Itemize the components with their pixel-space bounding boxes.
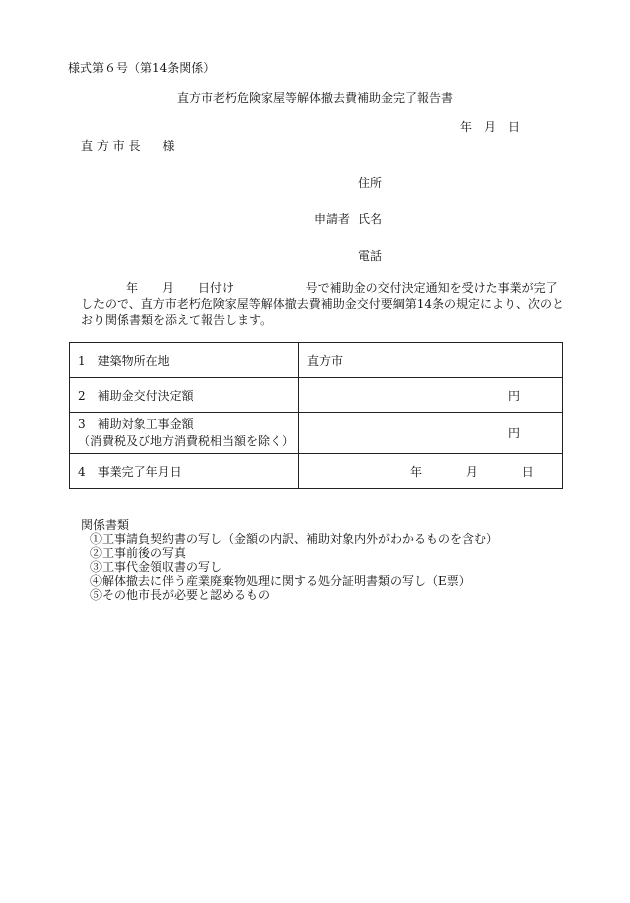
document-title: 直方市老朽危険家屋等解体撤去費補助金完了報告書	[176, 91, 453, 105]
subsidy-decision-amount-value[interactable]	[299, 378, 563, 413]
list-item: ④解体撤去に伴う産業廃棄物処理に関する処分証明書類の写し（E票）	[90, 574, 471, 588]
day-unit: 日	[521, 464, 534, 479]
body-main-text: 号で補助金の交付決定通知を受けた事業が完了したので、直方市老朽危険家屋等解体撤去費補助金交付要綱第14条の規定により、次のとおり関係書類を添えて報告します。	[81, 281, 565, 327]
completion-date-label: 4 事業完了年月日	[70, 454, 299, 489]
addressee-honorific: 様	[162, 139, 175, 153]
addressee	[81, 137, 174, 154]
submission-date: 年 月 日	[460, 120, 521, 134]
subsidy-decision-amount-label: 2 補助金交付決定額	[70, 378, 299, 413]
related-documents-title: 関係書類	[81, 518, 130, 532]
yen-unit: 円	[507, 388, 520, 403]
year-unit: 年	[410, 464, 423, 479]
table-row	[70, 454, 563, 489]
yen-unit: 円	[507, 425, 520, 440]
body-date-part: 年 月 日付け	[126, 281, 235, 295]
completion-date-value[interactable]	[299, 454, 563, 489]
building-location-value[interactable]: 直方市	[299, 343, 563, 378]
related-documents-list	[90, 532, 498, 602]
name-label: 氏名	[358, 212, 383, 226]
table-row	[70, 343, 563, 378]
eligible-work-amount-label	[70, 413, 299, 454]
report-items-table	[69, 342, 563, 489]
addressee-name: 直 方 市 長	[81, 139, 141, 153]
list-item: ②工事前後の写真	[90, 546, 187, 560]
eligible-work-amount-label-line1: 3 補助対象工事金額	[78, 417, 194, 431]
phone-label: 電話	[358, 249, 383, 263]
applicant-block	[314, 210, 382, 227]
eligible-work-amount-value[interactable]	[299, 413, 563, 454]
address-label: 住所	[358, 176, 383, 190]
list-item: ③工事代金領収書の写し	[90, 560, 223, 574]
form-number: 様式第６号（第14条関係）	[68, 61, 216, 75]
eligible-work-amount-label-line2: （消費税及び地方消費税相当額を除く）	[78, 434, 295, 448]
list-item: ⑤その他市長が必要と認めるもの	[90, 588, 271, 602]
table-row	[70, 413, 563, 454]
building-location-label: 1 建築物所在地	[70, 343, 299, 378]
report-body	[81, 280, 565, 328]
applicant-label: 申請者	[314, 212, 351, 226]
month-unit: 月	[465, 464, 478, 479]
table-row	[70, 378, 563, 413]
list-item: ①工事請負契約書の写し（金額の内訳、補助対象内外がわかるものを含む）	[90, 532, 499, 546]
